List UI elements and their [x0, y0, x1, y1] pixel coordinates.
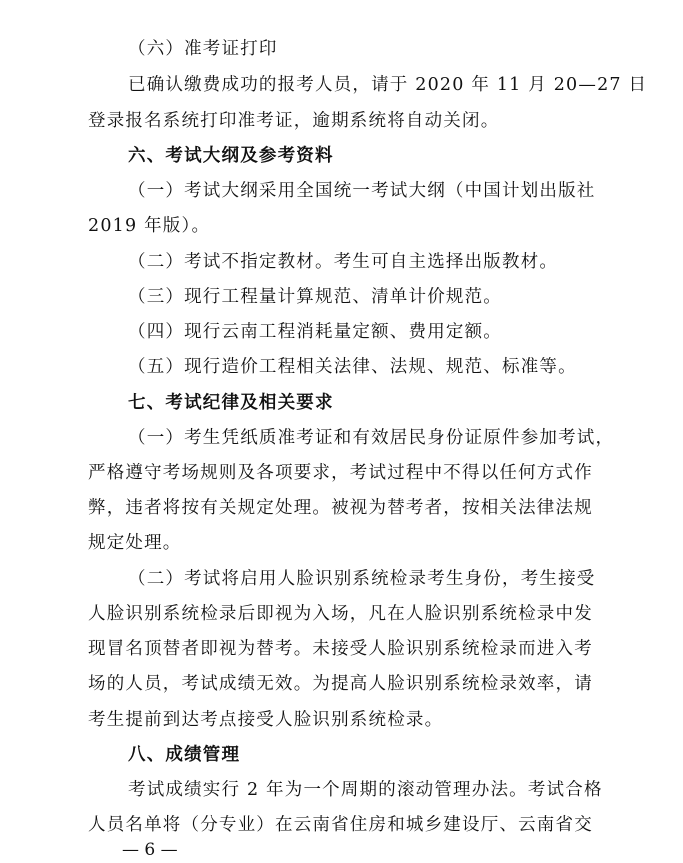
paragraph-line: 考生提前到达考点接受人脸识别系统检录。 — [88, 710, 444, 730]
paragraph-line: 场的人员，考试成绩无效。为提高人脸识别系统检录效率，请 — [88, 674, 593, 694]
paragraph-line: （五）现行造价工程相关法律、法规、规范、标准等。 — [128, 357, 577, 377]
paragraph-line: 现冒名顶替者即视为替考。未接受人脸识别系统检录而进入考 — [88, 639, 593, 659]
paragraph-line: 人脸识别系统检录后即视为入场，凡在人脸识别系统检录中发 — [88, 604, 593, 624]
paragraph-line: 严格遵守考场规则及各项要求，考试过程中不得以任何方式作 — [88, 463, 593, 483]
paragraph-line: （二）考试将启用人脸识别系统检录考生身份，考生接受 — [128, 569, 596, 589]
paragraph-line: （三）现行工程量计算规范、清单计价规范。 — [128, 287, 502, 307]
paragraph-line: 弊，违者将按有关规定处理。被视为替考者，按相关法律法规 — [88, 498, 593, 518]
page-number: — 6 — — [122, 840, 178, 860]
paragraph-line: 登录报名系统打印准考证，逾期系统将自动关闭。 — [88, 111, 500, 131]
subsection-heading: （六）准考证打印 — [128, 39, 278, 59]
section-heading: 七、考试纪律及相关要求 — [128, 393, 334, 413]
section-heading: 八、成绩管理 — [128, 745, 241, 765]
paragraph-line: 规定处理。 — [88, 533, 182, 553]
paragraph-line: 考试成绩实行 2 年为一个周期的滚动管理办法。考试合格 — [128, 780, 603, 800]
paragraph-line: 已确认缴费成功的报考人员，请于 2020 年 11 月 20—27 日 — [128, 75, 648, 95]
paragraph-line: （一）考试大纲采用全国统一考试大纲（中国计划出版社 — [128, 181, 596, 201]
paragraph-line: （一）考生凭纸质准考证和有效居民身份证原件参加考试， — [128, 428, 615, 448]
paragraph-line: （二）考试不指定教材。考生可自主选择出版教材。 — [128, 252, 559, 272]
paragraph-line: 人员名单将（分专业）在云南省住房和城乡建设厅、云南省交 — [88, 815, 593, 835]
paragraph-line: 2019 年版）。 — [88, 216, 211, 236]
section-heading: 六、考试大纲及参考资料 — [128, 146, 334, 166]
paragraph-line: （四）现行云南工程消耗量定额、费用定额。 — [128, 322, 502, 342]
